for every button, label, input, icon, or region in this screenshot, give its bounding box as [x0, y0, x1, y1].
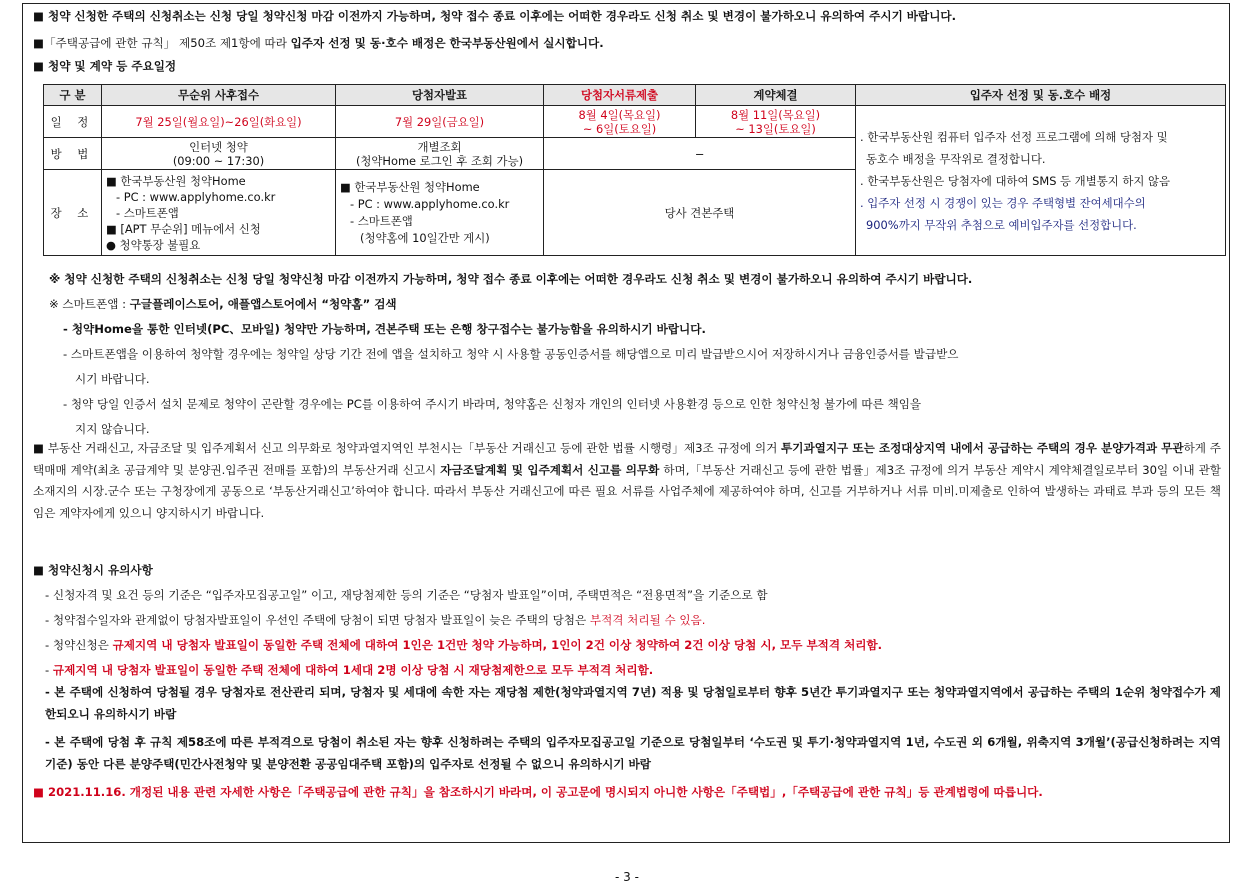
caution-7-mark: ■: [33, 785, 44, 799]
schedule-heading: ■ 청약 및 계약 등 주요일정: [33, 59, 177, 73]
rule50-text: ■「주택공급에 관한 규칙」 제50조 제1항에 따라: [33, 36, 291, 50]
caution-7: [33, 782, 1221, 804]
method-documents-contract: −: [544, 138, 856, 170]
date-announce: 7월 29일(금요일): [336, 106, 544, 138]
date-contract-start: 8월 11일(목요일): [730, 107, 821, 122]
assignment-note: [856, 106, 1226, 256]
real-estate-p4: 자금조달계획 및 입주계획서 신고를 의무화: [440, 462, 660, 477]
place-apply-3: - 스마트폰앱: [116, 205, 179, 220]
notice-frame: [22, 3, 1230, 843]
caution-4-red: 규제지역 내 당첨자 발표일이 동일한 주택 전체에 대하여 1세대 2명 이상 당첨 시 재당첨제한으로 모두 부적격 처리함.: [52, 663, 654, 677]
real-estate-report: [33, 438, 1221, 524]
assign-note-1: . 한국부동산원 컴퓨터 입주자 선정 프로그램에 의해 당첨자 및: [860, 129, 1168, 144]
caution-6: - 본 주택에 당첨 후 규칙 제58조에 따른 부적격으로 당첨이 취소된 자는 향후 신청하려는 주택의 입주자모집공고일 기준으로 당첨일부터 ‘수도권 및 투기·청약과열지역 1년, 수도권 외 6개월, 위축지역 3개월’(공급신청하려는 지역 기준) 동안 다른 분양주택(민간사전청약 및 분양전환 공공임대주택 포함)의 입주자로 선정될 수 없으니 유의하시기 바람: [45, 735, 1221, 771]
cautions-heading: ■ 청약신청시 유의사항: [33, 563, 153, 577]
method-apply-2: (09:00 ~ 17:30): [172, 153, 265, 168]
note-cert-1: - 스마트폰앱을 이용하여 청약할 경우에는 청약일 상당 기간 전에 앱을 설치하고 청약 시 사용할 공동인증서를 해당앱으로 미리 발급받으시어 저장하시거나 금융인증서를 발급받으: [63, 347, 959, 361]
caution-2-red: 부적격 처리될 수 있음.: [589, 613, 706, 627]
caution-4: [45, 661, 653, 679]
real-estate-p5: 하며,「부동산 거래신고 등에 관한 법률」제3조 규정에 의거 부동산 계약시 계약체결일로부터 30일 이내 관할 소재지의 시장.군수 또는 구청장에게 공동으로 ‘부동산거래신고’하여야 합니다. 따라서 부동산 거래신고에 따른 필요 서류를 사업주체에 제공하여야 하며, 신고를 거부하거나 서류 미비.미제출로 인하여 발생하는 과태료 부과 등의 모든 책임은 계약자에게 있으니 양지하시기 바랍니다.: [33, 462, 1221, 520]
place-apply: [102, 170, 336, 256]
note-app: [49, 295, 397, 313]
method-announce-1: 개별조회: [417, 139, 462, 154]
caution-2: [45, 611, 705, 629]
row-label-date: 일 정: [44, 106, 102, 138]
header-announce: 당첨자발표: [336, 85, 544, 106]
method-announce: [336, 138, 544, 170]
caution-7-text: 2021.11.16. 개정된 내용 관련 자세한 사항은「주택공급에 관한 규칙」을 참조하시기 바라며, 이 공고문에 명시되지 아니한 사항은「주택법」,「주택공급에 관한 규칙」등 관계법령에 따릅니다.: [43, 785, 1043, 799]
header-category: 구 분: [44, 85, 102, 106]
method-announce-2: (청약Home 로그인 후 조회 가능): [355, 153, 524, 168]
notice-line-rule50: [33, 34, 604, 52]
real-estate-p1: ■ 부동산 거래신고, 자금조달 및 입주계획서 신고 의무화로 청약과열지역인 부천시는「부동산 거래신고 등에 관한 법률 시행령」제3조 규정에 의거: [33, 441, 782, 455]
place-announce-4: (청약홈에 10일간만 게시): [360, 230, 490, 245]
place-apply-2: - PC : www.applyhome.co.kr: [116, 189, 276, 204]
assign-note-5: 900%까지 무작위 추첨으로 예비입주자를 선정합니다.: [866, 217, 1137, 232]
place-apply-5: ● 청약통장 불필요: [106, 237, 201, 252]
place-apply-4: ■ [APT 무순위] 메뉴에서 신청: [106, 221, 261, 236]
note-pc-2: 지지 않습니다.: [75, 422, 150, 436]
row-label-method: 방 법: [44, 138, 102, 170]
caution-5: - 본 주택에 신청하여 당첨될 경우 당첨자로 전산관리 되며, 당첨자 및 세대에 속한 자는 재당첨 제한(청약과열지역 7년) 적용 및 당첨일로부터 향후 5년간 투기과열지구 또는 청약과열지역에서 공급하는 주택의 1순위 청약접수가 제한되오니 유의하시기 바람: [45, 685, 1221, 721]
caution-3-red: 규제지역 내 당첨자 발표일이 동일한 주택 전체에 대하여 1인은 1건만 청약 가능하며, 1인이 2건 이상 청약하여 2건 이상 당첨 시, 모두 부적격 처리함.: [112, 638, 883, 652]
note-pc-1: - 청약 당일 인증서 설치 문제로 청약이 곤란할 경우에는 PC를 이용하여 주시기 바라며, 청약홈은 신청자 개인의 인터넷 사용환경 등으로 인한 청약신청 불가에 따른 책임을: [63, 397, 922, 411]
assign-note-3: . 한국부동산원은 당첨자에 대하여 SMS 등 개별통지 하지 않음: [860, 173, 1170, 188]
notice-line-cancel: ■ 청약 신청한 주택의 신청취소는 신청 당일 청약신청 마감 이전까지 가능하며, 청약 접수 종료 이후에는 어떠한 경우라도 신청 취소 및 변경이 불가하오니 유의하여 주시기 바랍니다.: [33, 9, 957, 23]
date-apply: 7월 25일(월요일)~26일(화요일): [102, 106, 336, 138]
real-estate-p2: 투기과열지구 또는 조정대상지역 내에서 공급하는 주택의 경우 분양가격과 무관: [781, 441, 1184, 455]
place-announce-3: - 스마트폰앱: [350, 213, 413, 228]
header-assignment: 입주자 선정 및 동.호수 배정: [856, 85, 1226, 106]
caution-3-text: - 청약신청은: [45, 638, 113, 652]
date-documents-start: 8월 4일(목요일): [578, 107, 661, 122]
header-apply: 무순위 사후접수: [102, 85, 336, 106]
header-contract: 계약체결: [696, 85, 856, 106]
date-documents-end: ~ 6일(토요일): [582, 121, 657, 136]
date-documents: [544, 106, 696, 138]
schedule-table: [43, 84, 1226, 256]
place-apply-1: ■ 한국부동산원 청약Home: [106, 173, 246, 188]
method-apply: [102, 138, 336, 170]
note-app-bold: 구글플레이스토어, 애플앱스토어에서 “청약홈” 검색: [129, 297, 397, 311]
page-number: - 3 -: [615, 870, 639, 884]
row-label-place: 장 소: [44, 170, 102, 256]
header-documents: 당첨자서류제출: [544, 85, 696, 106]
rule50-bold: 입주자 선정 및 동·호수 배정은 한국부동산원에서 실시합니다.: [290, 36, 604, 50]
place-announce-1: ■ 한국부동산원 청약Home: [340, 179, 480, 194]
assign-note-4: . 입주자 선정 시 경쟁이 있는 경우 주택형별 잔여세대수의: [860, 195, 1146, 210]
real-estate-p3: 하게 주택매매 계약(최초 공급계약 및 분양권.입주권 전매를 포함)의 부동산거래 신고시: [33, 441, 1221, 477]
place-model-house: 당사 견본주택: [544, 170, 856, 256]
date-contract-end: ~ 13일(토요일): [735, 121, 816, 136]
assign-note-2: 동호수 배정을 무작위로 결정합니다.: [866, 151, 1046, 166]
caution-4-text: -: [45, 663, 53, 677]
place-announce: [336, 170, 544, 256]
schedule-header-row: [44, 85, 1226, 106]
caution-2-text: - 청약접수일자와 관계없이 당첨자발표일이 우선인 주택에 당첨이 되면 당첨자 발표일이 늦은 주택의 당첨은: [45, 613, 590, 627]
note-cancel: ※ 청약 신청한 주택의 신청취소는 신청 당일 청약신청 마감 이전까지 가능하며, 청약 접수 종료 이후에는 어떠한 경우라도 신청 취소 및 변경이 불가하오니 유의하여 주시기 바랍니다.: [49, 272, 973, 286]
note-cert-2: 시기 바랍니다.: [75, 372, 150, 386]
schedule-row-date: [44, 106, 1226, 138]
place-announce-2: - PC : www.applyhome.co.kr: [350, 196, 510, 211]
note-online-only: - 청약Home을 통한 인터넷(PC、모바일) 청약만 가능하며, 견본주택 또는 은행 창구접수는 불가능함을 유의하시기 바랍니다.: [63, 322, 706, 336]
caution-1: - 신청자격 및 요건 등의 기준은 “입주자모집공고일” 이고, 재당첨제한 등의 기준은 “당첨자 발표일”이며, 주택면적은 “전용면적”을 기준으로 함: [45, 588, 768, 602]
date-contract: [696, 106, 856, 138]
method-apply-1: 인터넷 청약: [189, 139, 248, 154]
note-app-label: ※ 스마트폰앱 :: [49, 297, 130, 311]
caution-3: [45, 636, 882, 654]
